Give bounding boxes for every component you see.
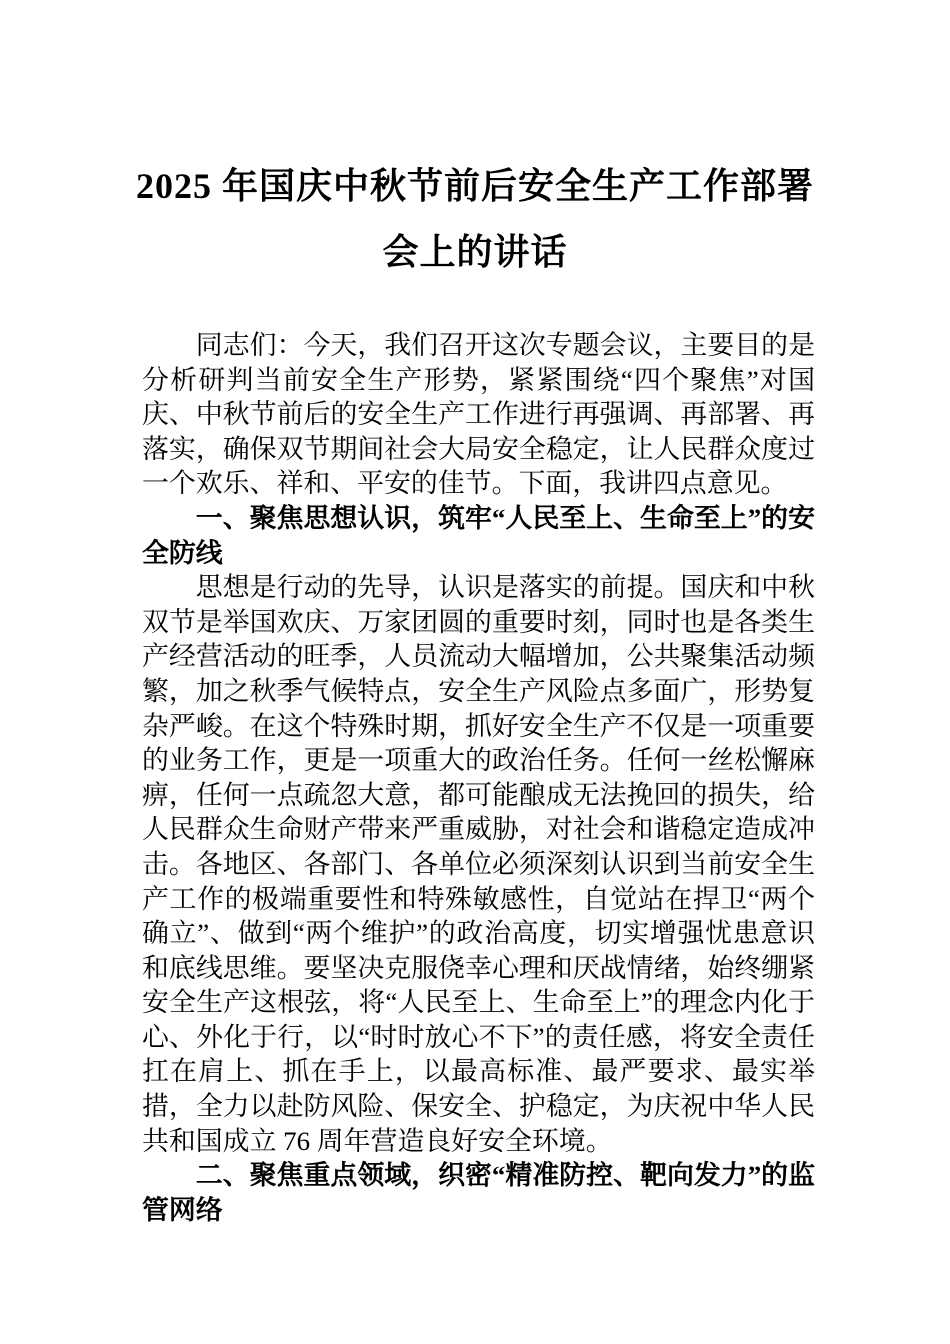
document-title-line-1: 2025 年国庆中秋节前后安全生产工作部署 [135, 166, 814, 206]
section-1-paragraph: 思想是行动的先导，认识是落实的前提。国庆和中秋双节是举国欢庆、万家团圆的重要时刻，同时也是各类生产经营活动的旺季，人员流动大幅增加，公共聚集活动频繁，加之秋季气候特点，安全生产风险点多面广，形势复杂严峻。在这个特殊时期，抓好安全生产不仅是一项重要的业务工作，更是一项重大的政治任务。任何一丝松懈麻痹，任何一点疏忽大意，都可能酿成无法挽回的损失，给人民群众生命财产带来严重威胁，对社会和谐稳定造成冲击。各地区、各部门、各单位必须深刻认识到当前安全生产工作的极端重要性和特殊敏感性，自觉站在捍卫“两个确立”、做到“两个维护”的政治高度，切实增强忧患意识和底线思维。要坚决克服侥幸心理和厌战情绪，始终绷紧安全生产这根弦，将“人民至上、生命至上”的理念内化于心、外化于行，以“时时放心不下”的责任感，将安全责任扛在肩上、抓在手上，以最高标准、最严要求、最实举措，全力以赴防风险、保安全、护稳定，为庆祝中华人民共和国成立 76 周年营造良好安全环境。 [142, 572, 815, 1156]
section-2-heading: 二、聚焦重点领域，织密“精准防控、靶向发力”的监管网络 [142, 1160, 815, 1225]
document-title [125, 153, 825, 285]
section-1-heading: 一、聚焦思想认识，筑牢“人民至上、生命至上”的安全防线 [142, 502, 815, 568]
document-body [142, 328, 815, 1227]
opening-paragraph: 同志们：今天，我们召开这次专题会议，主要目的是分析研判当前安全生产形势，紧紧围绕“四个聚焦”对国庆、中秋节前后的安全生产工作进行再强调、再部署、再落实，确保双节期间社会大局安全稳定，让人民群众度过一个欢乐、祥和、平安的佳节。下面，我讲四点意见。 [142, 330, 815, 499]
document-title-line-2: 会上的讲话 [382, 232, 568, 272]
